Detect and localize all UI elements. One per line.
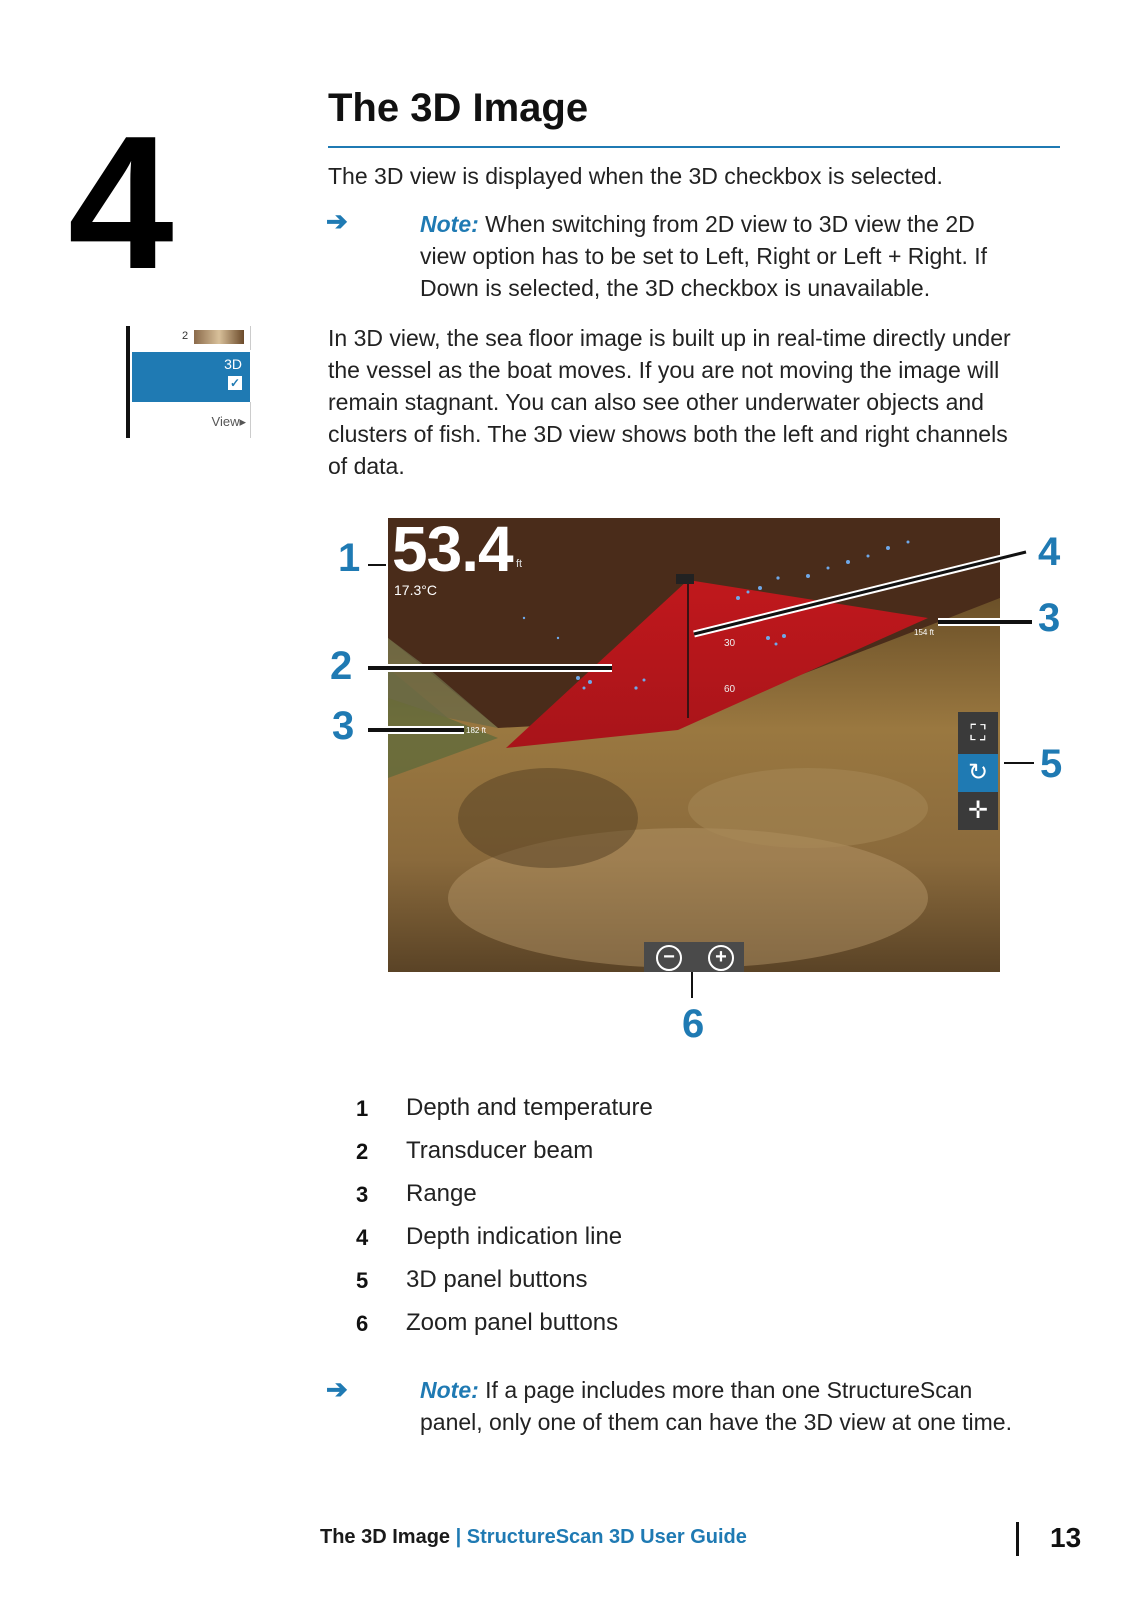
callout-3-left-line [368,726,464,734]
rotate-icon[interactable]: ↻ [958,754,998,792]
callout-3-right-line [938,618,1032,626]
callout-5: 5 [1040,742,1063,786]
paragraph-line-2: the vessel as the boat moves. If you are not moving the image will [328,357,1000,383]
legend-text-3: Range [406,1180,477,1207]
3d-panel-buttons [958,712,998,830]
chapter-number: 4 [68,97,168,309]
thumbnail-3d-label: 3D [224,356,242,372]
note-2-arrow-icon: ➔ [326,1374,348,1404]
footer-divider [1016,1522,1019,1556]
legend-text-1: Depth and temperature [406,1094,653,1121]
callout-4-line [690,546,1030,642]
page-title: The 3D Image [328,86,589,130]
legend-text-5: 3D panel buttons [406,1266,588,1293]
note-arrow-icon: ➔ [326,206,348,236]
callout-2-line [368,664,612,672]
thumbnail-preview-image [194,330,244,344]
paragraph-line-5: of data. [328,453,405,479]
title-rule [328,146,1060,148]
body-paragraph [328,322,1068,482]
legend-num-5: 5 [356,1268,369,1293]
thumbnail-3d-option [132,352,250,402]
menu-thumbnail [126,326,254,438]
note-1-line-1: When switching from 2D view to 3D view the 2D [485,211,975,237]
depth-mark-60: 60 [724,684,736,695]
zoom-in-icon[interactable]: + [708,945,734,971]
zoom-panel [644,942,744,972]
depth-readout: 53.4 [392,518,513,585]
legend-text-4: Depth indication line [406,1223,623,1250]
legend-num-3: 3 [356,1182,369,1207]
callout-3-right: 3 [1038,596,1061,640]
note-1-line-2: view option has to be set to Left, Right or Left + Right. If [420,243,988,269]
legend-num-2: 2 [356,1139,369,1164]
temperature-readout: 17.3°C [394,582,437,598]
depth-unit: ft [516,558,523,570]
note-label: Note: [420,211,479,237]
thumbnail-bottom-row [132,402,251,438]
legend-num-4: 4 [356,1225,369,1250]
paragraph-line-3: remain stagnant. You can also see other underwater objects and [328,389,984,415]
note-2 [420,1374,1070,1438]
callout-2: 2 [330,644,353,688]
footer-title [320,1526,747,1549]
footer-section: The 3D Image [320,1526,451,1548]
checkbox-checked-icon: ✓ [229,376,241,390]
thumbnail-edge [126,326,130,438]
range-right-label: 154 ft [914,628,935,637]
intro-text: The 3D view is displayed when the 3D checkbox is selected. [328,163,943,189]
note-2-label: Note: [420,1377,479,1403]
paragraph-line-1: In 3D view, the sea floor image is built up in real-time directly under [328,325,1011,351]
move-icon[interactable]: ✛ [967,797,989,824]
vessel-view-icon[interactable]: ⛶ [970,720,986,745]
legend-num-1: 1 [356,1096,369,1121]
note-1 [420,208,1060,304]
note-1-line-3: Down is selected, the 3D checkbox is unavailable. [420,275,931,301]
callout-6: 6 [682,1002,705,1046]
note-2-line-2: panel, only one of them can have the 3D view at one time. [420,1409,1012,1435]
footer-separator: | [455,1526,462,1548]
paragraph-line-4: clusters of fish. The 3D view shows both the left and right channels [328,421,1008,447]
callout-1: 1 [338,536,361,580]
legend-text-6: Zoom panel buttons [406,1309,619,1336]
thumbnail-number: 2 [182,330,189,342]
legend-num-6: 6 [356,1311,369,1336]
thumbnail-view-label: View▸ [211,414,246,429]
legend-text-2: Transducer beam [406,1137,594,1164]
callout-4: 4 [1038,530,1061,574]
depth-mark-30: 30 [724,638,736,649]
range-left-label: 182 ft [466,726,487,735]
callout-6-line [691,972,693,998]
callout-5-line [1004,762,1034,764]
callout-3-left: 3 [332,704,355,748]
zoom-out-icon[interactable]: − [656,945,682,971]
note-2-line-1: If a page includes more than one StructureScan [485,1377,973,1403]
thumbnail-top-row [132,326,251,350]
page-number: 13 [1050,1522,1082,1553]
footer-guide: StructureScan 3D User Guide [466,1526,747,1548]
callout-1-line [368,564,386,566]
